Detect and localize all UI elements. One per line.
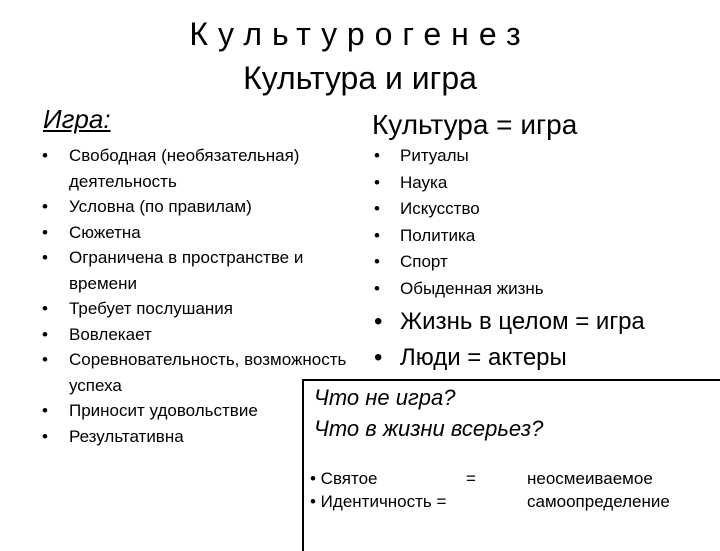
- bullet: •: [374, 225, 380, 245]
- list-item: [42, 296, 362, 322]
- slide-title: Культурогенез: [189, 16, 531, 52]
- bullet: •: [374, 278, 380, 298]
- list-item: [42, 245, 362, 296]
- bullet: •: [42, 248, 48, 267]
- question-serious: Что в жизни всерьез?: [314, 416, 544, 441]
- bullet: •: [374, 146, 380, 165]
- list-item-text: Результативна: [69, 426, 184, 446]
- list-item: [374, 223, 674, 250]
- list-item-text: Вовлекает: [69, 324, 152, 344]
- list-item-text: Ограничена в пространстве и времени: [69, 248, 304, 293]
- list-item-text: Наука: [400, 172, 448, 192]
- list-item-text: Спорт: [400, 252, 448, 271]
- bullet: •: [42, 222, 48, 242]
- list-item-text: Сюжетна: [69, 222, 141, 242]
- list-item: [42, 322, 362, 348]
- bullet: •: [42, 299, 48, 318]
- bullet: •: [374, 172, 380, 192]
- list-item: [42, 194, 362, 220]
- list-item: [374, 196, 674, 223]
- list-item: [374, 276, 674, 303]
- bullet: •: [374, 344, 383, 371]
- bullet: •: [42, 401, 48, 420]
- list-item: [374, 304, 714, 340]
- list-item-text: Жизнь в целом = игра: [400, 308, 645, 335]
- culture-heading: Культура = игра: [372, 109, 578, 140]
- bullet: •: [42, 146, 48, 165]
- list-item: [374, 249, 674, 276]
- bullet: •: [374, 252, 380, 271]
- bullet: •: [374, 199, 380, 218]
- list-item: [374, 340, 714, 376]
- list-item-text: Приносит удовольствие: [69, 401, 258, 420]
- list-item-text: Соревновательность, возможность успеха: [69, 350, 347, 395]
- question-not-game: Что не игра?: [314, 385, 456, 410]
- slide-subtitle: Культура и игра: [243, 60, 477, 96]
- bullet: •: [42, 324, 48, 344]
- list-item-text: Условна (по правилам): [69, 197, 252, 216]
- list-item: [42, 143, 362, 194]
- list-item: [374, 143, 674, 170]
- bullet: •: [42, 426, 48, 446]
- list-item-text: Ритуалы: [400, 146, 469, 165]
- list-item-text: Обыденная жизнь: [400, 278, 544, 298]
- bullet: •: [42, 197, 48, 216]
- list-item: [42, 220, 362, 246]
- culture-examples-list: [374, 143, 674, 302]
- list-item: [374, 170, 674, 197]
- pair-term: • Святое: [310, 469, 378, 488]
- pair-value: самоопределение: [527, 492, 670, 511]
- pair-equals: =: [466, 469, 476, 488]
- list-item-text: Требует послушания: [69, 299, 233, 318]
- list-item-text: Свободная (необязательная) деятельность: [69, 146, 300, 191]
- list-item-text: Искусство: [400, 199, 480, 218]
- list-item-text: Политика: [400, 225, 476, 245]
- game-heading: Игра:: [43, 104, 111, 134]
- bullet: •: [374, 308, 383, 335]
- bullet: •: [42, 350, 48, 369]
- list-item-text: Люди = актеры: [400, 344, 567, 371]
- pair-value: неосмеиваемое: [527, 469, 653, 488]
- pair-term: • Идентичность =: [310, 492, 447, 511]
- culture-claims-list: [374, 304, 714, 376]
